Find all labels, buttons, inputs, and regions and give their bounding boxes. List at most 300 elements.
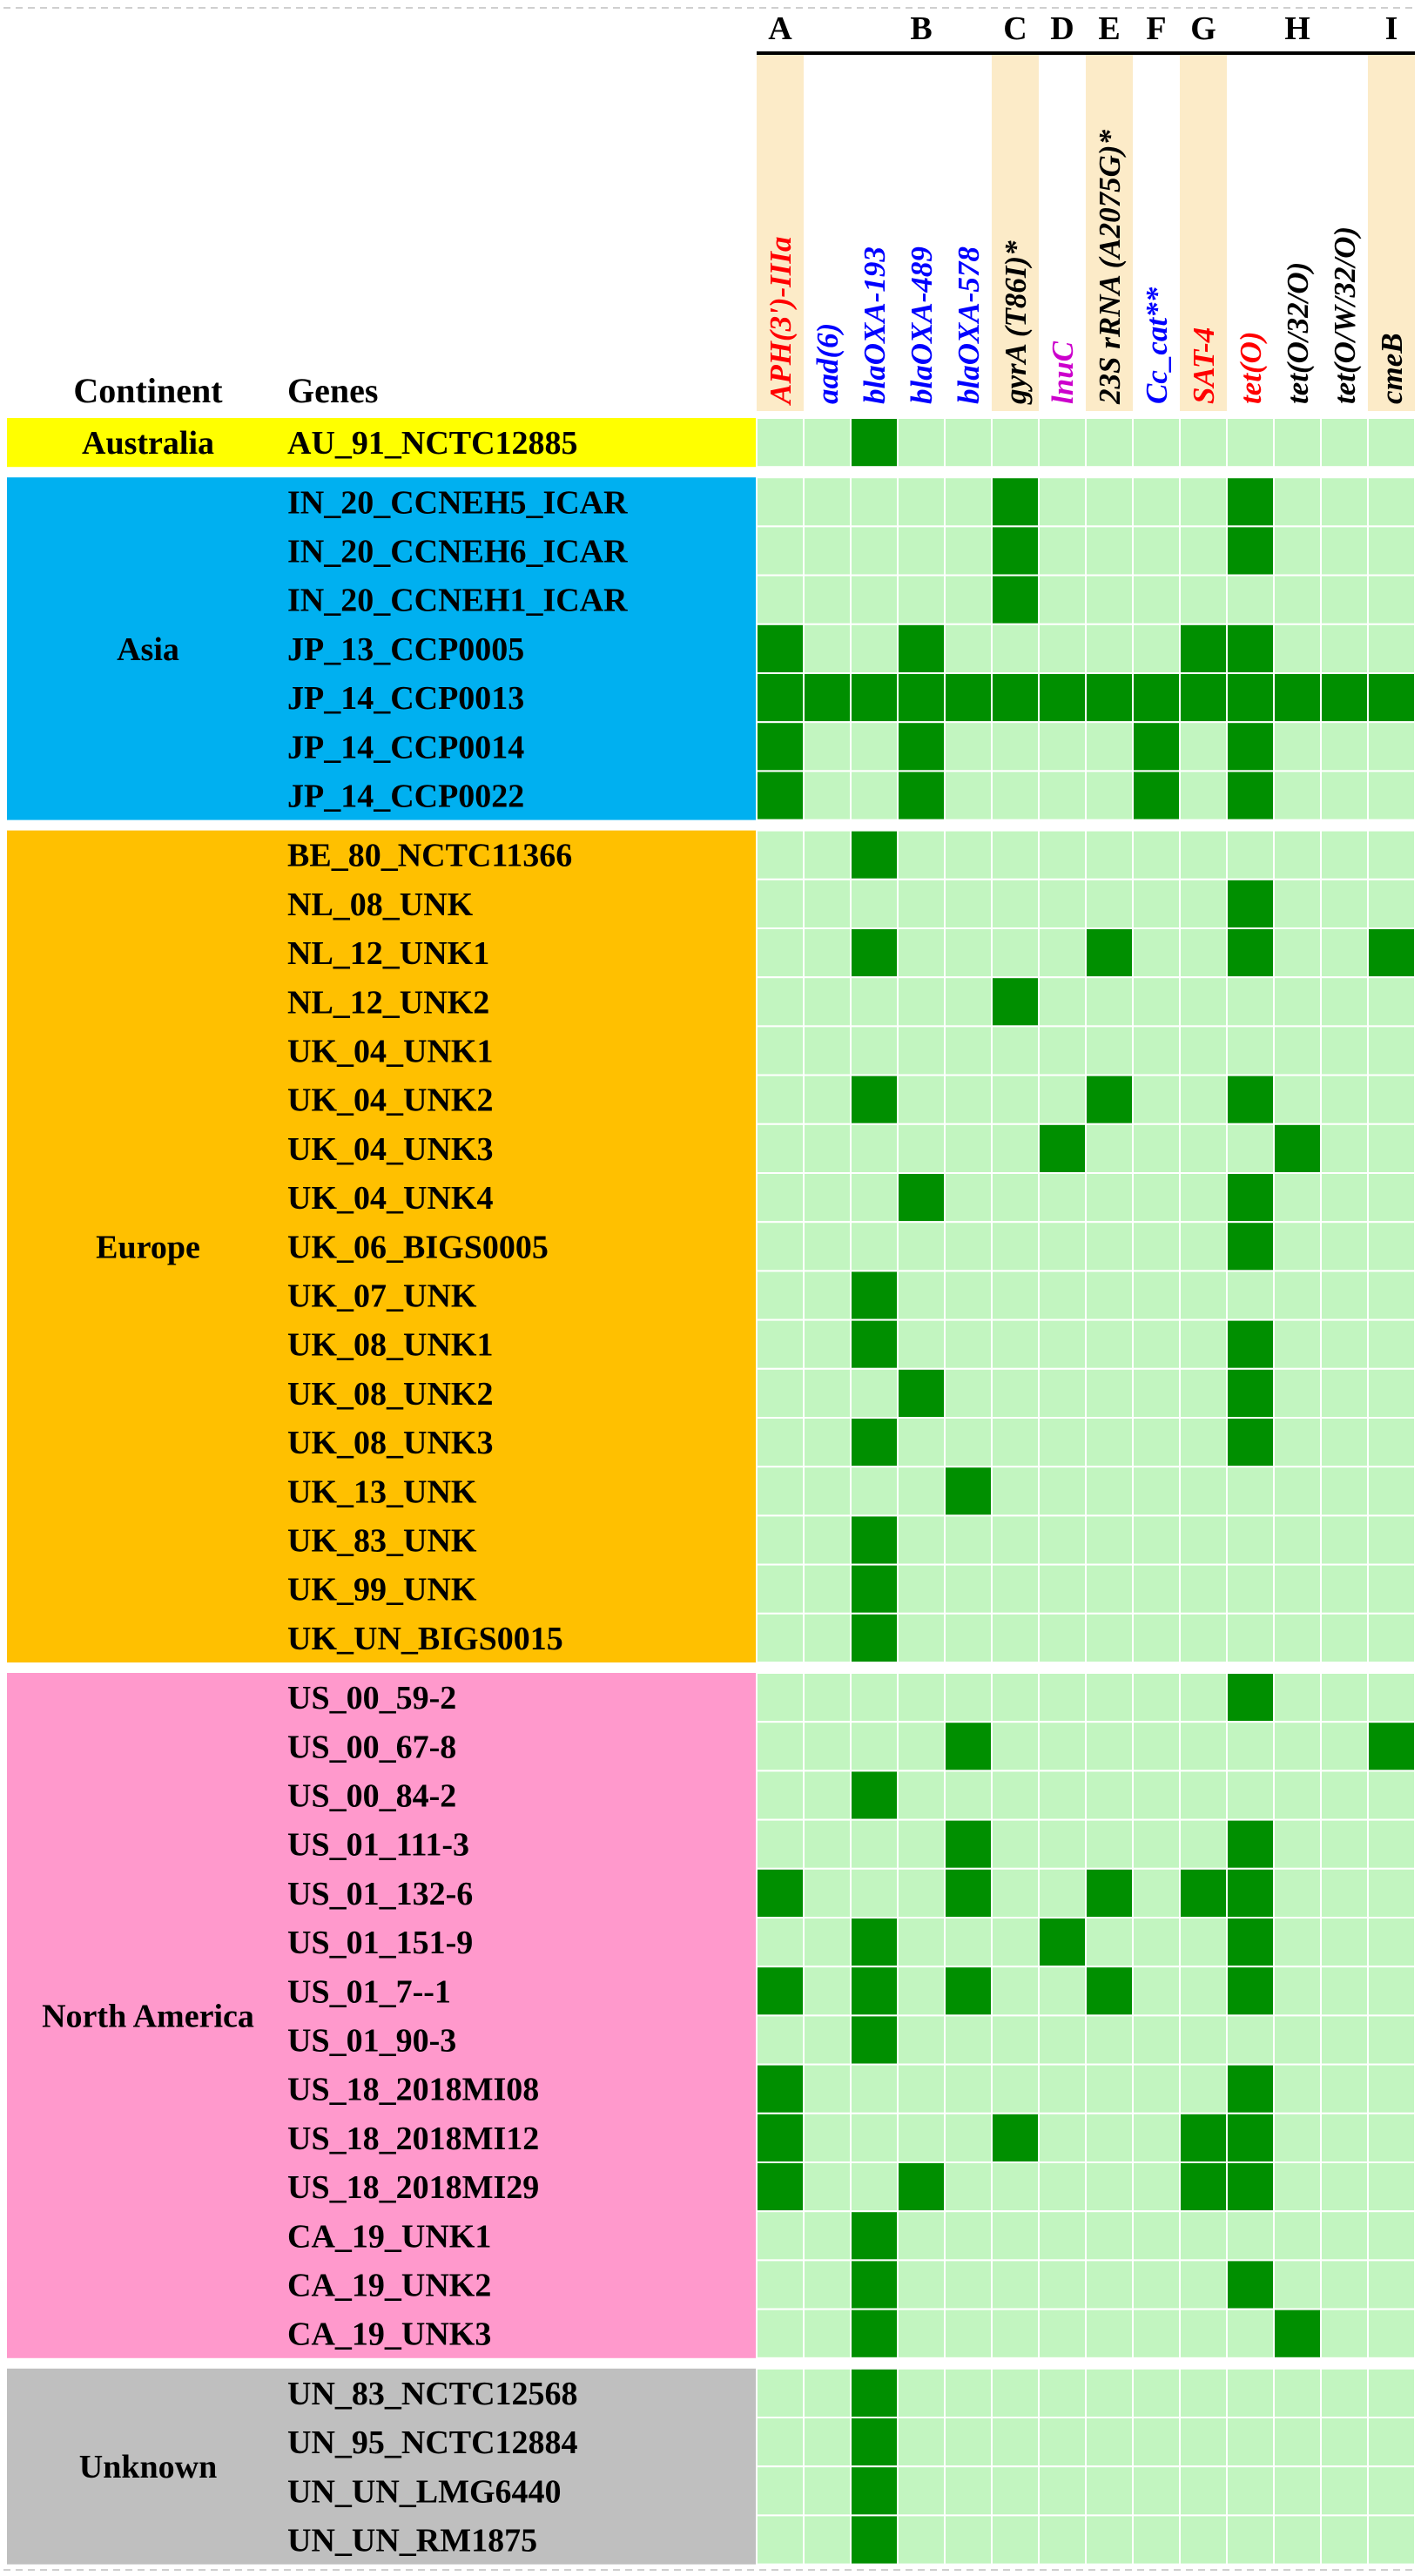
cell-absent <box>1368 771 1415 819</box>
cell-absent <box>1086 831 1133 880</box>
cell-absent <box>898 2065 945 2114</box>
cell-present <box>851 2418 898 2466</box>
cell-present <box>945 1722 992 1770</box>
cell-absent <box>1180 1369 1227 1418</box>
isolate-label: CA_19_UNK1 <box>287 2218 492 2256</box>
cell-present <box>1227 1320 1274 1369</box>
cell-absent <box>1321 880 1368 928</box>
cell-absent <box>1274 722 1321 771</box>
cell-present <box>757 2114 804 2162</box>
cell-absent <box>1086 2015 1133 2064</box>
cell-present <box>898 1369 945 1418</box>
cell-absent <box>945 2310 992 2358</box>
isolate-label: UK_UN_BIGS0015 <box>287 1620 563 1657</box>
cell-absent <box>1086 1124 1133 1173</box>
cell-absent <box>1274 526 1321 575</box>
cell-absent <box>1133 1369 1180 1418</box>
cell-absent <box>945 1418 992 1467</box>
cell-absent <box>1274 2515 1321 2564</box>
cell-absent <box>1180 1515 1227 1564</box>
cell-absent <box>1039 1515 1086 1564</box>
cell-absent <box>898 1026 945 1075</box>
isolate-label: UK_08_UNK3 <box>287 1425 494 1462</box>
cell-absent <box>898 2418 945 2466</box>
cell-absent <box>1227 1565 1274 1614</box>
cell-absent <box>1133 1320 1180 1369</box>
cell-absent <box>851 1673 898 1722</box>
cell-absent <box>1133 928 1180 977</box>
cell-absent <box>851 2065 898 2114</box>
cell-absent <box>945 2065 992 2114</box>
cell-absent <box>945 1271 992 1319</box>
cell-absent <box>757 1918 804 1966</box>
cell-absent <box>1274 880 1321 928</box>
cell-absent <box>898 1673 945 1722</box>
cell-absent <box>1321 1271 1368 1319</box>
cell-absent <box>1368 2015 1415 2064</box>
cell-present <box>851 2211 898 2260</box>
cell-absent <box>945 1369 992 1418</box>
cell-absent <box>1086 2515 1133 2564</box>
cell-absent <box>1039 1076 1086 1124</box>
cell-absent <box>1180 1076 1227 1124</box>
cell-absent <box>1133 1467 1180 1515</box>
cell-present <box>1133 771 1180 819</box>
cell-absent <box>992 2515 1039 2564</box>
cell-absent <box>1227 418 1274 467</box>
column-label-tet-o-w-32-o: tet(O/W/32/O) <box>1328 226 1362 404</box>
cell-absent <box>898 977 945 1026</box>
isolate-label: US_00_84-2 <box>287 1777 457 1815</box>
heatmap-row <box>757 576 1415 624</box>
cell-absent <box>1086 722 1133 771</box>
cell-absent <box>1274 624 1321 673</box>
cell-absent <box>1039 1565 1086 1614</box>
cell-absent <box>945 771 992 819</box>
cell-absent <box>1086 1222 1133 1271</box>
isolate-label: US_01_7--1 <box>287 1973 451 2011</box>
cell-absent <box>1133 1222 1180 1271</box>
cell-present <box>851 1918 898 1966</box>
column-label-gyra-t86i: gyrA (T86I)* <box>999 240 1033 404</box>
cell-absent <box>804 2114 851 2162</box>
cell-absent <box>1274 1565 1321 1614</box>
cell-absent <box>757 2466 804 2515</box>
cell-absent <box>992 831 1039 880</box>
cell-absent <box>992 1076 1039 1124</box>
heatmap-row <box>757 928 1415 977</box>
cell-absent <box>898 1966 945 2015</box>
cell-absent <box>804 1966 851 2015</box>
cell-absent <box>945 2260 992 2309</box>
cell-absent <box>1321 2260 1368 2309</box>
cell-absent <box>992 2260 1039 2309</box>
cell-absent <box>1321 576 1368 624</box>
cell-present <box>1227 2260 1274 2309</box>
cell-absent <box>1321 1026 1368 1075</box>
cell-absent <box>1368 1222 1415 1271</box>
cell-absent <box>1274 418 1321 467</box>
isolate-label: CA_19_UNK3 <box>287 2316 492 2353</box>
cell-absent <box>1086 2466 1133 2515</box>
cell-absent <box>1039 418 1086 467</box>
cell-absent <box>1180 2065 1227 2114</box>
cell-present <box>851 1271 898 1319</box>
cell-absent <box>1133 1565 1180 1614</box>
cell-absent <box>804 2369 851 2418</box>
isolate-label: US_18_2018MI29 <box>287 2169 540 2207</box>
cell-absent <box>1227 1722 1274 1770</box>
cell-present <box>851 2369 898 2418</box>
cell-absent <box>1321 2369 1368 2418</box>
continent-label-australia: Australia <box>82 425 214 462</box>
cell-present <box>1227 1173 1274 1222</box>
cell-absent <box>804 624 851 673</box>
heatmap-row <box>757 2015 1415 2064</box>
cell-present <box>1039 1918 1086 1966</box>
cell-absent <box>992 1320 1039 1369</box>
cell-absent <box>898 2260 945 2309</box>
cell-absent <box>992 624 1039 673</box>
cell-absent <box>757 1418 804 1467</box>
cell-absent <box>1180 1467 1227 1515</box>
cell-absent <box>1039 576 1086 624</box>
cell-present <box>851 1966 898 2015</box>
cell-absent <box>898 1565 945 1614</box>
cell-absent <box>945 722 992 771</box>
cell-absent <box>1368 1369 1415 1418</box>
cell-absent <box>1180 1222 1227 1271</box>
cell-present <box>992 477 1039 526</box>
cell-absent <box>804 1614 851 1662</box>
cell-absent <box>898 1271 945 1319</box>
cell-absent <box>1274 2211 1321 2260</box>
cell-absent <box>1086 1722 1133 1770</box>
cell-absent <box>1274 1614 1321 1662</box>
cell-absent <box>898 2369 945 2418</box>
cell-absent <box>1039 526 1086 575</box>
cell-absent <box>1274 1320 1321 1369</box>
cell-absent <box>945 831 992 880</box>
cell-present <box>945 1966 992 2015</box>
cell-absent <box>1180 2015 1227 2064</box>
cell-absent <box>804 1565 851 1614</box>
isolate-label: JP_14_CCP0022 <box>287 778 525 815</box>
cell-absent <box>1086 1026 1133 1075</box>
cell-absent <box>851 1026 898 1075</box>
cell-absent <box>1180 722 1227 771</box>
cell-absent <box>992 1614 1039 1662</box>
cell-absent <box>757 1369 804 1418</box>
isolate-label: UK_08_UNK2 <box>287 1375 494 1413</box>
class-label-d: D <box>1050 10 1074 47</box>
cell-present <box>992 576 1039 624</box>
cell-absent <box>992 1673 1039 1722</box>
cell-absent <box>1274 2369 1321 2418</box>
cell-absent <box>992 1369 1039 1418</box>
cell-absent <box>1321 2114 1368 2162</box>
cell-absent <box>1274 576 1321 624</box>
cell-absent <box>851 526 898 575</box>
cell-absent <box>1321 2211 1368 2260</box>
isolate-label: UK_04_UNK4 <box>287 1180 494 1217</box>
isolate-label: UK_07_UNK <box>287 1278 477 1315</box>
cell-absent <box>757 576 804 624</box>
cell-present <box>1227 1673 1274 1722</box>
cell-present <box>898 771 945 819</box>
cell-absent <box>1133 477 1180 526</box>
cell-absent <box>804 1515 851 1564</box>
isolate-label: JP_14_CCP0013 <box>287 680 525 718</box>
cell-absent <box>804 1320 851 1369</box>
cell-present <box>1274 673 1321 722</box>
cell-absent <box>804 1173 851 1222</box>
cell-absent <box>1180 576 1227 624</box>
cell-present <box>1227 1918 1274 1966</box>
cell-absent <box>1039 2162 1086 2211</box>
cell-absent <box>1274 831 1321 880</box>
cell-present <box>1227 2162 1274 2211</box>
cell-absent <box>1086 1673 1133 1722</box>
heatmap-row <box>757 1124 1415 1173</box>
cell-absent <box>1086 1369 1133 1418</box>
cell-absent <box>945 576 992 624</box>
cell-present <box>1227 928 1274 977</box>
cell-present <box>945 673 992 722</box>
cell-absent <box>898 2015 945 2064</box>
heatmap-row <box>757 2310 1415 2358</box>
cell-absent <box>1227 2310 1274 2358</box>
isolate-label: UN_95_NCTC12884 <box>287 2424 578 2462</box>
cell-absent <box>1086 2418 1133 2466</box>
cell-absent <box>1133 2466 1180 2515</box>
heatmap-row <box>757 2466 1415 2515</box>
cell-absent <box>945 526 992 575</box>
cell-absent <box>1274 2065 1321 2114</box>
cell-absent <box>804 2310 851 2358</box>
cell-absent <box>804 1222 851 1271</box>
cell-absent <box>804 1722 851 1770</box>
cell-absent <box>1133 1673 1180 1722</box>
isolate-label: US_00_67-8 <box>287 1729 457 1766</box>
cell-present <box>1039 673 1086 722</box>
cell-present <box>1227 624 1274 673</box>
heatmap-row <box>757 1418 1415 1467</box>
cell-absent <box>1180 1820 1227 1869</box>
cell-absent <box>1368 1418 1415 1467</box>
heatmap-row <box>757 977 1415 1026</box>
cell-absent <box>945 1673 992 1722</box>
cell-absent <box>898 1320 945 1369</box>
cell-absent <box>1086 1173 1133 1222</box>
cell-absent <box>1321 928 1368 977</box>
cell-absent <box>1180 831 1227 880</box>
cell-absent <box>992 2162 1039 2211</box>
cell-absent <box>1133 1918 1180 1966</box>
cell-absent <box>1086 880 1133 928</box>
cell-present <box>898 2162 945 2211</box>
cell-absent <box>757 2310 804 2358</box>
cell-absent <box>1039 1467 1086 1515</box>
heatmap-row <box>757 1369 1415 1418</box>
cell-absent <box>1274 2114 1321 2162</box>
cell-absent <box>992 2369 1039 2418</box>
heatmap-row <box>757 1271 1415 1319</box>
cell-absent <box>804 1869 851 1918</box>
heatmap-row <box>757 2065 1415 2114</box>
cell-absent <box>1368 2260 1415 2309</box>
cell-absent <box>757 2418 804 2466</box>
cell-absent <box>1321 2310 1368 2358</box>
cell-present <box>1227 1966 1274 2015</box>
cell-absent <box>757 977 804 1026</box>
cell-absent <box>1133 2114 1180 2162</box>
cell-absent <box>1086 2310 1133 2358</box>
cell-absent <box>1274 1418 1321 1467</box>
cell-absent <box>1086 418 1133 467</box>
isolate-label: AU_91_NCTC12885 <box>287 425 578 462</box>
cell-absent <box>1086 1271 1133 1319</box>
heatmap-row <box>757 771 1415 819</box>
isolate-label: UK_04_UNK1 <box>287 1033 494 1070</box>
cell-absent <box>945 1026 992 1075</box>
cell-present <box>1133 722 1180 771</box>
cell-present <box>757 722 804 771</box>
cell-absent <box>1368 2515 1415 2564</box>
cell-present <box>851 1515 898 1564</box>
cell-absent <box>1039 2260 1086 2309</box>
cell-absent <box>1368 576 1415 624</box>
cell-absent <box>992 1565 1039 1614</box>
cell-absent <box>804 1770 851 1819</box>
cell-absent <box>1321 1515 1368 1564</box>
cell-absent <box>1086 1614 1133 1662</box>
cell-absent <box>1133 1271 1180 1319</box>
cell-absent <box>992 1271 1039 1319</box>
cell-absent <box>1133 2310 1180 2358</box>
cell-absent <box>898 1770 945 1819</box>
column-label-tet-o-32-o: tet(O/32/O) <box>1281 261 1315 404</box>
isolate-label: BE_80_NCTC11366 <box>287 837 573 874</box>
cell-absent <box>898 831 945 880</box>
class-label-b: B <box>910 10 933 47</box>
cell-absent <box>1368 831 1415 880</box>
cell-present <box>851 2260 898 2309</box>
cell-absent <box>1368 1565 1415 1614</box>
heatmap-row <box>757 1515 1415 1564</box>
cell-absent <box>1321 1770 1368 1819</box>
heatmap-cells <box>757 418 1415 2565</box>
cell-absent <box>1321 771 1368 819</box>
heatmap-row <box>757 624 1415 673</box>
cell-absent <box>804 526 851 575</box>
cell-absent <box>1368 2466 1415 2515</box>
cell-absent <box>1321 977 1368 1026</box>
cell-absent <box>1180 1173 1227 1222</box>
cell-absent <box>992 2065 1039 2114</box>
cell-absent <box>1227 2466 1274 2515</box>
cell-absent <box>1133 831 1180 880</box>
isolate-label: UK_04_UNK2 <box>287 1082 494 1119</box>
cell-absent <box>1227 1515 1274 1564</box>
heatmap-row <box>757 1722 1415 1770</box>
cell-absent <box>1039 1722 1086 1770</box>
cell-absent <box>992 2310 1039 2358</box>
cell-present <box>1086 673 1133 722</box>
cell-absent <box>804 2515 851 2564</box>
cell-absent <box>1368 2310 1415 2358</box>
cell-present <box>945 1869 992 1918</box>
cell-absent <box>1180 1918 1227 1966</box>
isolate-label: CA_19_UNK2 <box>287 2267 492 2304</box>
cell-absent <box>945 2015 992 2064</box>
cell-present <box>1368 928 1415 977</box>
cell-absent <box>1133 1026 1180 1075</box>
cell-absent <box>992 1467 1039 1515</box>
cell-absent <box>1368 1966 1415 2015</box>
column-label-blaoxa-578: blaOXA-578 <box>952 246 986 404</box>
heatmap-row <box>757 1076 1415 1124</box>
cell-absent <box>992 418 1039 467</box>
cell-absent <box>1039 1271 1086 1319</box>
heatmap-row <box>757 1673 1415 1722</box>
cell-present <box>851 1770 898 1819</box>
cell-present <box>1227 1418 1274 1467</box>
cell-absent <box>804 2466 851 2515</box>
heatmap-row <box>757 1820 1415 1869</box>
isolate-label: US_01_132-6 <box>287 1875 474 1912</box>
cell-absent <box>804 2260 851 2309</box>
cell-absent <box>1368 2418 1415 2466</box>
cell-present <box>992 673 1039 722</box>
column-label-sat-4: SAT-4 <box>1187 327 1221 404</box>
cell-absent <box>1180 1320 1227 1369</box>
cell-absent <box>1133 1869 1180 1918</box>
cell-absent <box>1133 2260 1180 2309</box>
cell-present <box>945 1467 992 1515</box>
cell-absent <box>945 880 992 928</box>
cell-absent <box>992 1869 1039 1918</box>
cell-present <box>757 2162 804 2211</box>
isolate-label: IN_20_CCNEH5_ICAR <box>287 484 628 522</box>
heatmap-row <box>757 2418 1415 2466</box>
cell-present <box>898 673 945 722</box>
cell-absent <box>757 418 804 467</box>
cell-absent <box>898 1467 945 1515</box>
cell-present <box>1227 2114 1274 2162</box>
cell-absent <box>1321 722 1368 771</box>
cell-absent <box>945 2466 992 2515</box>
cell-absent <box>1039 1222 1086 1271</box>
cell-present <box>898 624 945 673</box>
cell-absent <box>992 1124 1039 1173</box>
cell-absent <box>804 2015 851 2064</box>
cell-absent <box>1274 2418 1321 2466</box>
cell-absent <box>757 1222 804 1271</box>
cell-absent <box>1368 1770 1415 1819</box>
cell-absent <box>1227 2418 1274 2466</box>
cell-absent <box>1274 1076 1321 1124</box>
cell-absent <box>851 1467 898 1515</box>
isolate-label: US_01_90-3 <box>287 2022 457 2060</box>
cell-absent <box>757 526 804 575</box>
cell-absent <box>898 2310 945 2358</box>
cell-absent <box>1321 1565 1368 1614</box>
cell-absent <box>1368 1076 1415 1124</box>
cell-absent <box>1368 1026 1415 1075</box>
isolate-label: IN_20_CCNEH6_ICAR <box>287 533 628 570</box>
heatmap-row <box>757 2369 1415 2418</box>
